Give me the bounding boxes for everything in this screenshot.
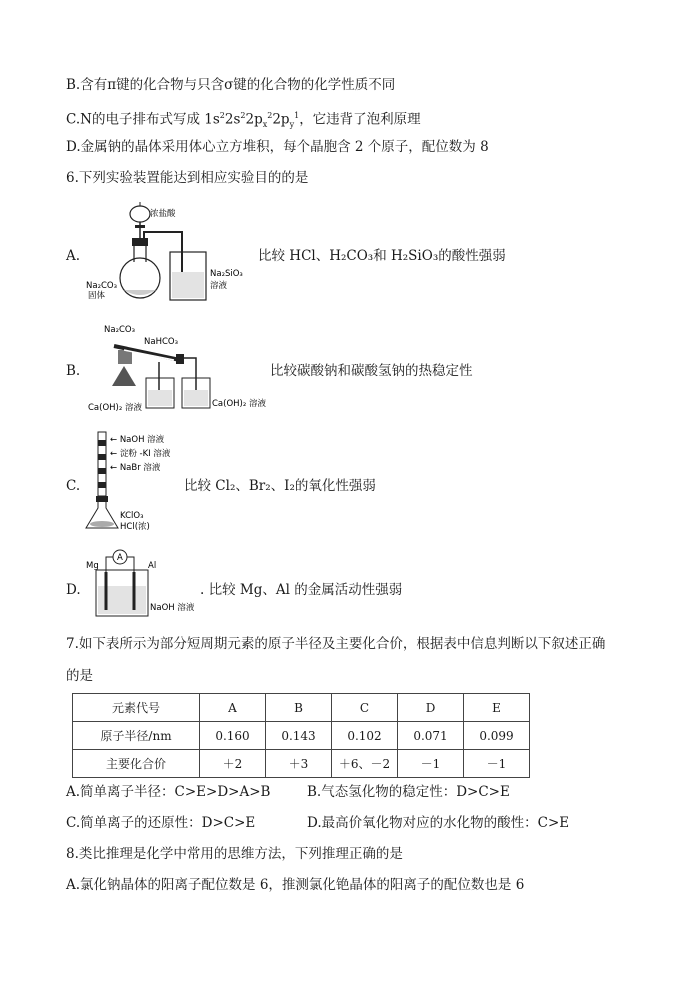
table-cell: A xyxy=(200,694,266,722)
q6-option-b-label: B. xyxy=(66,363,81,379)
q6-d-fig-label-al: Al xyxy=(148,561,157,571)
q5-option-c-post: ，它违背了泡利原理 xyxy=(299,111,421,128)
table-cell: 主要化合价 xyxy=(73,750,200,778)
q6-c-fig-label-3: ← NaBr 溶液 xyxy=(110,463,161,473)
q7-option-b: B.气态氢化物的稳定性：D>C>E xyxy=(307,784,510,800)
table-cell: －1 xyxy=(464,750,530,778)
table-cell: 0.102 xyxy=(332,722,398,750)
q5-option-d: D.金属钠的晶体采用体心立方堆积，每个晶胞含 2 个原子，配位数为 8 xyxy=(66,139,489,155)
q6-option-b-caption: 比较碳酸钠和碳酸氢钠的热稳定性 xyxy=(270,363,473,379)
table-header-row xyxy=(73,694,530,722)
table-cell: B xyxy=(266,694,332,722)
q6-a-apparatus-figure xyxy=(84,200,254,310)
q6-a-fig-label-right2: 溶液 xyxy=(210,281,228,291)
q6-option-d-caption: . 比较 Mg、Al 的金属活动性强弱 xyxy=(200,582,403,598)
table-cell: 0.160 xyxy=(200,722,266,750)
table-cell: －1 xyxy=(398,750,464,778)
table-cell: 原子半径/nm xyxy=(73,722,200,750)
q6-option-d-label: D. xyxy=(66,582,81,598)
q6-option-a-label: A. xyxy=(66,248,81,264)
q7-option-d: D.最高价氧化物对应的水化物的酸性：C>E xyxy=(307,815,570,831)
q6-a-fig-label-top: 浓盐酸 xyxy=(150,209,176,219)
q6-option-c-caption: 比较 Cl₂、Br₂、I₂的氧化性强弱 xyxy=(184,478,376,494)
q6-c-apparatus-figure xyxy=(84,428,184,538)
table-row xyxy=(73,722,530,750)
q6-c-fig-label-5: HCl(浓) xyxy=(120,522,150,532)
q6-a-fig-label-left2: 固体 xyxy=(88,291,106,301)
q6-d-apparatus-figure xyxy=(84,546,196,622)
table-cell: ＋3 xyxy=(266,750,332,778)
q6-b-fig-label-bottom-left: Ca(OH)₂ 溶液 xyxy=(88,403,142,413)
table-cell: 0.071 xyxy=(398,722,464,750)
q6-d-fig-ammeter-label: A xyxy=(117,553,123,563)
table-cell: 0.143 xyxy=(266,722,332,750)
table-cell: C xyxy=(332,694,398,722)
question-7-stem-line2: 的是 xyxy=(66,668,93,684)
table-cell: E xyxy=(464,694,530,722)
q6-b-fig-label-bottom-right: Ca(OH)₂ 溶液 xyxy=(212,399,266,409)
q6-option-a-caption: 比较 HCl、H₂CO₃和 H₂SiO₃的酸性强弱 xyxy=(258,248,506,264)
table-row xyxy=(73,750,530,778)
q6-b-fig-label-1: Na₂CO₃ xyxy=(104,325,136,335)
q6-b-fig-label-2: NaHCO₃ xyxy=(144,337,178,347)
q6-a-fig-label-right1: Na₂SiO₃ xyxy=(210,269,243,279)
q6-d-fig-label-solution: NaOH 溶液 xyxy=(150,603,195,613)
table-cell: 0.099 xyxy=(464,722,530,750)
q6-option-c-label: C. xyxy=(66,478,81,494)
q7-option-a: A.简单离子半径：C>E>D>A>B xyxy=(66,784,271,800)
question-8-stem: 8.类比推理是化学中常用的思维方法，下列推理正确的是 xyxy=(66,846,403,862)
q7-option-c: C.简单离子的还原性：D>C>E xyxy=(66,815,256,831)
table-cell: ＋2 xyxy=(200,750,266,778)
question-7-stem-line1: 7.如下表所示为部分短周期元素的原子半径及主要化合价，根据表中信息判断以下叙述正确 xyxy=(66,636,606,652)
q6-d-fig-label-mg: Mg xyxy=(86,561,99,571)
q6-b-apparatus-figure xyxy=(84,322,274,414)
element-data-table xyxy=(72,693,530,778)
table-cell: ＋6、－2 xyxy=(332,750,398,778)
q6-c-fig-label-2: ← 淀粉 -KI 溶液 xyxy=(110,449,171,459)
q6-c-fig-label-1: ← NaOH 溶液 xyxy=(110,435,165,445)
q5-option-b: B.含有π键的化合物与只含σ键的化合物的化学性质不同 xyxy=(66,77,396,93)
table-cell: D xyxy=(398,694,464,722)
q6-c-fig-label-4: KClO₃ xyxy=(120,511,144,521)
q8-option-a: A.氯化钠晶体的阳离子配位数是 6，推测氯化铯晶体的阳离子的配位数也是 6 xyxy=(66,877,525,893)
table-cell: 元素代号 xyxy=(73,694,200,722)
q5-option-c-pre: C.N的电子排布式写成 1s xyxy=(66,111,220,128)
question-6-stem: 6.下列实验装置能达到相应实验目的的是 xyxy=(66,170,309,186)
q5-option-c: C.N的电子排布式写成 $1s^22s^22p_x^22p_y^1$，它违背了泡利原理 xyxy=(66,111,421,130)
q6-a-fig-label-left1: Na₂CO₃ xyxy=(86,281,118,291)
